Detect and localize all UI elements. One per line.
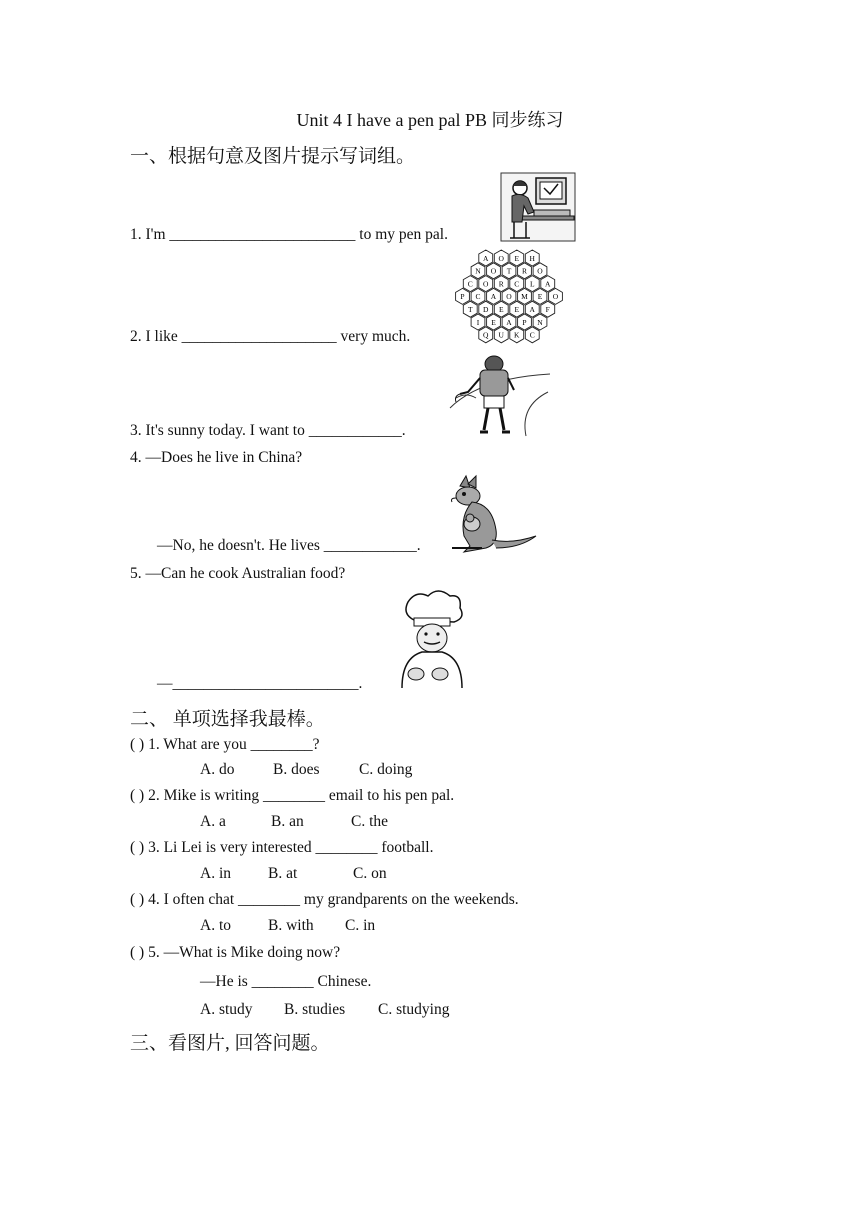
q1-option-c: C. doing <box>359 761 413 778</box>
q3-stem: ( ) 3. Li Lei is very interested ________ football. <box>130 839 434 856</box>
q5-stem: ( ) 5. —What is Mike doing now? <box>130 944 341 961</box>
puzzle-letter: H <box>529 253 535 263</box>
q5-sub: —He is ________ Chinese. <box>200 973 372 990</box>
puzzle-letter: L <box>529 279 535 289</box>
puzzle-letter: O <box>537 266 543 276</box>
q3-options <box>200 865 387 883</box>
puzzle-letter: A <box>490 292 497 302</box>
puzzle-letter: P <box>460 292 465 302</box>
q3-option-b: B. at <box>268 865 298 882</box>
q4-option-c: C. in <box>345 917 376 934</box>
puzzle-letter: Q <box>483 330 489 340</box>
puzzle-letter: E <box>514 253 520 263</box>
puzzle-letter: P <box>522 317 527 327</box>
puzzle-letter: E <box>537 292 543 302</box>
item-3-text: 3. It's sunny today. I want to ____________. <box>130 422 406 439</box>
word-puzzle-icon <box>448 248 570 344</box>
section-1-heading: 一、根据句意及图片提示写词组。 <box>130 146 416 167</box>
q4-stem: ( ) 4. I often chat ________ my grandparents on the weekends. <box>130 891 519 908</box>
kangaroo-icon <box>446 474 538 554</box>
q1-options <box>200 761 412 779</box>
item-2-text: 2. I like ____________________ very much. <box>130 328 411 345</box>
puzzle-letter: D <box>483 305 489 314</box>
puzzle-letter: O <box>490 266 497 276</box>
q4-option-a: A. to <box>200 917 231 934</box>
q5-options <box>200 1001 449 1019</box>
item-1-text: 1. I'm ________________________ to my pen pal. <box>130 226 448 243</box>
puzzle-letter: A <box>483 253 489 263</box>
puzzle-letter: T <box>467 305 473 314</box>
q2-option-c: C. the <box>351 813 389 830</box>
item-4-answer: —No, he doesn't. He lives ____________. <box>157 537 421 554</box>
q5-option-a: A. study <box>200 1001 253 1018</box>
item-4-question: 4. —Does he live in China? <box>130 449 303 466</box>
puzzle-letter: K <box>514 330 520 340</box>
puzzle-letter: F <box>545 305 550 314</box>
puzzle-letter: R <box>521 266 528 276</box>
puzzle-letter: C <box>514 279 520 289</box>
puzzle-letter: C <box>475 292 481 302</box>
puzzle-letter: C <box>529 330 535 340</box>
q1-option-b: B. does <box>273 761 320 778</box>
q3-option-a: A. in <box>200 865 231 882</box>
item-5-question: 5. —Can he cook Australian food? <box>130 565 346 582</box>
q2-option-b: B. an <box>271 813 304 830</box>
q3-option-c: C. on <box>353 865 387 882</box>
q5-option-b: B. studies <box>284 1001 346 1018</box>
puzzle-letter: O <box>506 292 512 302</box>
chef-icon <box>392 590 472 690</box>
puzzle-letter: T <box>506 266 512 276</box>
q1-stem: ( ) 1. What are you ________? <box>130 736 320 753</box>
puzzle-letter: N <box>475 266 481 276</box>
puzzle-letter: C <box>467 279 473 289</box>
puzzle-letter: A <box>529 305 535 314</box>
section-3-heading: 三、看图片, 回答问题。 <box>130 1033 330 1054</box>
puzzle-letter: O <box>498 253 504 263</box>
puzzle-letter: O <box>483 279 489 289</box>
puzzle-letter: O <box>552 292 559 302</box>
q2-stem: ( ) 2. Mike is writing ________ email to his pen pal. <box>130 787 455 804</box>
puzzle-letter: I <box>476 317 480 327</box>
puzzle-letter: A <box>545 279 551 289</box>
puzzle-letter: E <box>498 305 504 314</box>
puzzle-letter: M <box>521 292 528 302</box>
page-title: Unit 4 I have a pen pal PB 同步练习 <box>296 110 564 130</box>
puzzle-letter: N <box>537 317 543 327</box>
q2-option-a: A. a <box>200 813 226 830</box>
hiker-icon <box>440 350 552 440</box>
q4-options <box>200 917 375 935</box>
puzzle-letter: U <box>498 330 504 340</box>
puzzle-letter: R <box>498 279 504 289</box>
q5-option-c: C. studying <box>378 1001 450 1018</box>
puzzle-letter: A <box>506 317 512 327</box>
q2-options <box>200 813 388 831</box>
section-2-heading: 二、 单项选择我最棒。 <box>130 709 325 730</box>
q1-option-a: A. do <box>200 761 235 778</box>
item-5-answer: —________________________. <box>157 675 363 692</box>
q4-option-b: B. with <box>268 917 314 934</box>
puzzle-letter: E <box>514 305 520 314</box>
computer-icon <box>500 172 576 242</box>
puzzle-letter: E <box>491 317 496 327</box>
